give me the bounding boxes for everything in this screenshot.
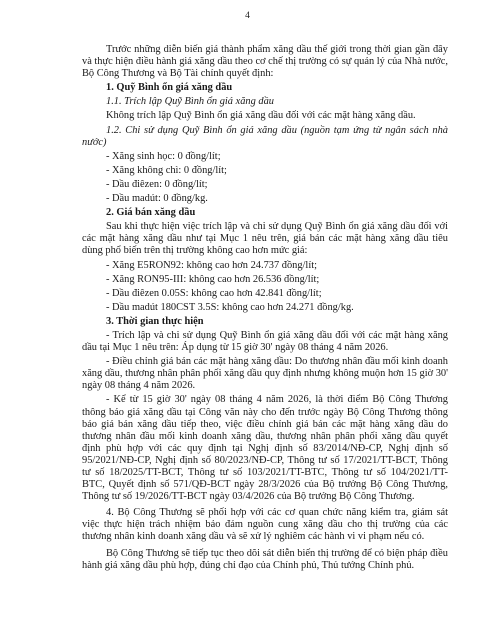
subsection-1-1-heading: 1.1. Trích lập Quỹ Bình ổn giá xăng dầu — [106, 96, 274, 108]
price-item: - Dầu điêzen 0.05S: không cao hơn 42.841 đồng/lít; — [106, 287, 322, 299]
subsection-1-1-text: Không trích lập Quỹ Bình ổn giá xăng dầu đối với các mặt hàng xăng dầu. — [106, 110, 416, 122]
subsection-1-2-heading: 1.2. Chi sử dụng Quỹ Bình ổn giá xăng dầu (nguồn tạm ứng từ ngân sách nhà nước) — [82, 124, 448, 148]
section-1-heading: 1. Quỹ Bình ổn giá xăng dầu — [106, 82, 233, 94]
list-item: - Dầu madút: 0 đồng/kg. — [106, 193, 208, 205]
list-item: - Dầu điêzen: 0 đồng/lít; — [106, 178, 208, 190]
section-2-heading: 2. Giá bán xăng dầu — [106, 207, 196, 219]
section-4-paragraph: 4. Bộ Công Thương sẽ phối hợp với các cơ quan chức năng kiểm tra, giám sát việc thực hiện trách nhiệm bảo đảm nguồn cung xăng dầu cho thị trường của các thương nhân kinh doanh xăng dầu và sẽ xử lý nghiêm các hành vi vi phạm nếu có. — [82, 507, 448, 543]
section-3-heading: 3. Thời gian thực hiện — [106, 315, 204, 327]
document-body — [82, 44, 448, 574]
price-item: - Dầu madút 180CST 3.5S: không cao hơn 24.271 đồng/kg. — [106, 301, 354, 313]
intro-paragraph: Trước những diễn biến giá thành phẩm xăng dầu thế giới trong thời gian gần đây và thực hiện điều hành giá xăng dầu theo cơ chế thị trường có sự quản lý của Nhà nước, Bộ Công Thương và Bộ Tài chính quyết định: — [82, 44, 448, 80]
section-2-text: Sau khi thực hiện việc trích lập và chi sử dụng Quỹ Bình ổn giá xăng dầu đối với các mặt hàng xăng dầu như tại Mục 1 nêu trên, giá bán các mặt hàng xăng dầu tiêu dùng phổ biến trên thị trường không cao hơn mức giá: — [82, 221, 448, 257]
list-item: - Xăng không chì: 0 đồng/lít; — [106, 164, 227, 176]
section-3-item: - Điều chỉnh giá bán các mặt hàng xăng dầu: Do thương nhân đầu mối kinh doanh xăng dầu, thương nhân phân phối xăng dầu quy định nhưng không muộn hơn 15 giờ 30' ngày 08 tháng 4 năm 2026. — [82, 356, 448, 392]
list-item: - Xăng sinh học: 0 đồng/lít; — [106, 150, 221, 162]
closing-paragraph: Bộ Công Thương sẽ tiếp tục theo dõi sát diễn biến thị trường để có biện pháp điều hành giá xăng dầu phù hợp, đúng chỉ đạo của Chính phủ, Thủ tướng Chính phủ. — [82, 547, 448, 571]
price-item: - Xăng E5RON92: không cao hơn 24.737 đồng/lít; — [106, 259, 317, 271]
price-item: - Xăng RON95-III: không cao hơn 26.536 đồng/lít; — [106, 273, 320, 285]
page-number: 4 — [245, 11, 250, 21]
section-3-item: - Kể từ 15 giờ 30' ngày 08 tháng 4 năm 2026, là thời điểm Bộ Công Thương thông báo giá xăng dầu tại Công văn này cho đến trước ngày Bộ Công Thương thông báo giá bán xăng dầu tiếp theo, việc điều chỉnh giá bán các mặt hàng xăng dầu do thương nhân đầu mối kinh doanh xăng dầu, thương nhân phân phối xăng dầu quyết định phù hợp với các quy định tại Nghị định số 83/2014/NĐ-CP, Nghị định số 95/2021/NĐ-CP, Nghị định số 80/2023/NĐ-CP, Thông tư số 17/2021/TT-BCT, Thông tư số 18/2025/TT-BCT, Thông tư số 103/2021/TT-BTC, Thông tư số 104/2021/TT-BTC, Quyết định số 571/QĐ-BCT ngày 28/3/2026 của Bộ trưởng Bộ Công Thương, Thông tư số 19/2026/TT-BCT ngày 03/4/2026 của Bộ trưởng Bộ Công Thương. — [82, 394, 448, 503]
section-3-item: - Trích lập và chi sử dụng Quỹ Bình ổn giá xăng dầu đối với các mặt hàng xăng dầu tại Mục 1 nêu trên: Áp dụng từ 15 giờ 30' ngày 08 tháng 4 năm 2026. — [82, 329, 448, 354]
